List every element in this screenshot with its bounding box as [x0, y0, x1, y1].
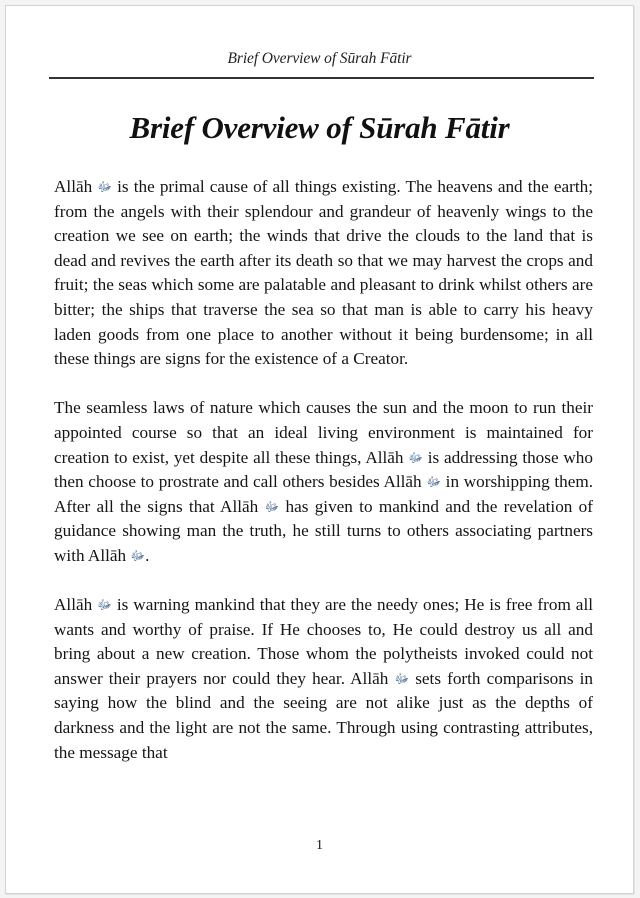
text-segment: sets forth comparisons in saying how the blind and the seeing are not alike just as the depths of darkness and the light are not the same. Through using contrasting attributes, the message that: [54, 668, 593, 762]
body-text: [54, 175, 593, 790]
header-divider: [49, 77, 594, 79]
paragraph-2: [54, 396, 593, 568]
page-title: Brief Overview of Sūrah Fātir: [129, 110, 510, 145]
page-number: 1: [316, 838, 323, 853]
honorific-icon: ﷻ: [408, 450, 423, 466]
text-segment: in worshipping them. After all the signs that Allāh: [54, 472, 593, 516]
text-segment: is addressing those who then choose to prostrate and call others besides Allāh: [54, 447, 593, 492]
running-header: Brief Overview of Sūrah Fātir: [227, 50, 412, 67]
text-segment: is warning mankind that they are the needy ones; He is free from all wants and worthy of praise. If He chooses to, He could destroy us all and bring about a new creation. Those whom the polytheists invoked could not answer their prayers nor could they hear. Allāh: [54, 595, 593, 688]
honorific-icon: ﷻ: [426, 475, 442, 491]
text-segment: .: [145, 545, 150, 565]
honorific-icon: ﷻ: [97, 180, 112, 195]
document-page: [5, 5, 634, 894]
text-segment: Allāh: [54, 595, 98, 615]
paragraph-1: [54, 175, 593, 372]
text-segment: Allāh: [54, 177, 98, 196]
paragraph-3: [54, 593, 593, 765]
honorific-icon: ﷻ: [97, 598, 112, 614]
honorific-icon: ﷻ: [264, 499, 280, 515]
text-segment: is the primal cause of all things existing. The heavens and the earth; from the angels with their splendour and grandeur of heavenly wings to the creation we see on earth; the winds that drive the clouds to the land that is dead and revives the earth after its death so that we may harvest the crops and fruit; the seas which some are palatable and pleasant to drink whilst others are bitter; the ships that traverse the sea so that man is able to carry his heavy laden goods from one place to another without it being burdensome; in all these things are signs for the existence of a Creator.: [54, 177, 593, 369]
honorific-icon: ﷻ: [130, 548, 146, 564]
text-segment: The seamless laws of nature which causes the sun and the moon to run their appointed course so that an ideal living environment is maintained for creation to exist, yet despite all these things, Allāh: [54, 398, 593, 467]
honorific-icon: ﷻ: [394, 671, 410, 687]
text-segment: has given to mankind and the revelation of guidance showing man the truth, he still turns to others associating partners with Allāh: [54, 496, 593, 565]
